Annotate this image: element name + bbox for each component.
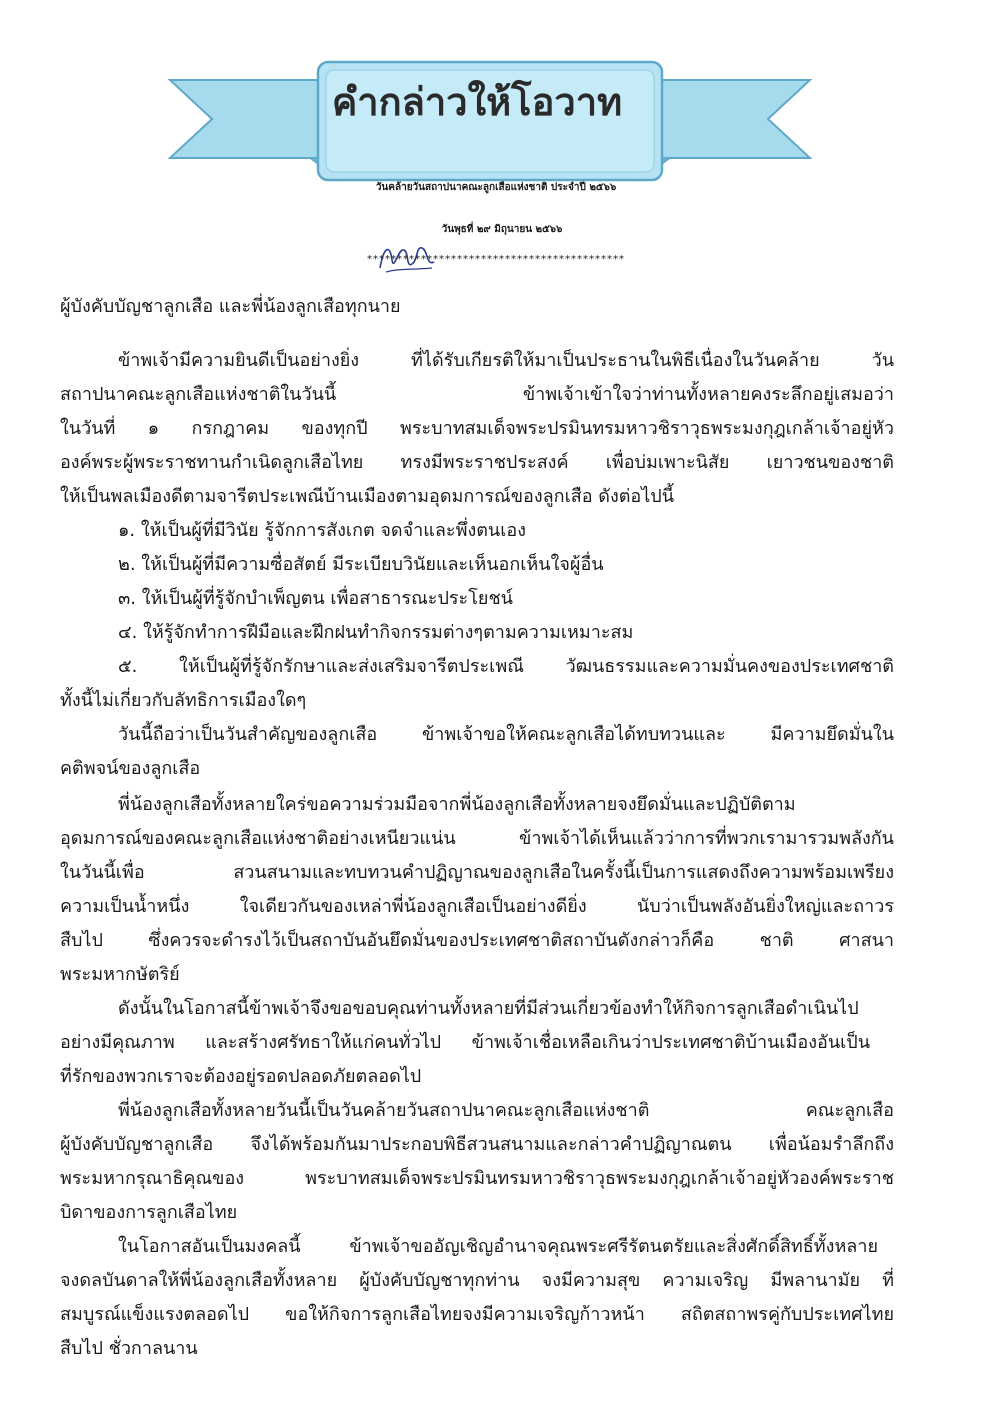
body-line: บิดาของการลูกเสือไทย bbox=[60, 1202, 238, 1223]
event-date: วันพุธที่ ๒๙ มิถุนายน ๒๕๖๖ bbox=[441, 224, 563, 235]
body-line: ข้าพเจ้ามีความยินดีเป็นอย่างยิ่ง ที่ได้รับเกียรติให้มาเป็นประธานในพิธีเนื่องในวันคล้าย วัน bbox=[118, 350, 894, 371]
body-line: ทั้งนี้ไม่เกี่ยวกับลัทธิการเมืองใดๆ bbox=[60, 690, 307, 711]
body-line: คติพจน์ของลูกเสือ bbox=[60, 758, 201, 779]
body-line: ที่รักของพวกเราจะต้องอยู่รอดปลอดภัยตลอดไป bbox=[60, 1066, 422, 1087]
body-line: ผู้บังคับบัญชาลูกเสือ จึงได้พร้อมกันมาประกอบพิธีสวนสนามและกล่าวคำปฏิญาณตน เพื่อน้อมรำลึกถึง bbox=[60, 1134, 894, 1155]
body-line: อุดมการณ์ของคณะลูกเสือแห่งชาติอย่างเหนียวแน่น ข้าพเจ้าได้เห็นแล้วว่าการที่พวกเรามารวมพลังกัน bbox=[60, 828, 894, 849]
body-line: สืบไป ซึ่งควรจะดำรงไว้เป็นสถาบันอันยึดมั่นของประเทศชาติสถาบันดังกล่าวก็คือ ชาติ ศาสนา bbox=[60, 930, 894, 951]
body-line: ความเป็นน้ำหนึ่ง ใจเดียวกันของเหล่าพี่น้องลูกเสือเป็นอย่างดียิ่ง นับว่าเป็นพลังอันยิ่งใหญ่และถาวร bbox=[60, 896, 894, 917]
body-line: สมบูรณ์แข็งแรงตลอดไป ขอให้กิจการลูกเสือไทยจงมีความเจริญก้าวหน้า สถิตสถาพรคู่กับประเทศไทย bbox=[60, 1304, 894, 1325]
list-item: ๒. ให้เป็นผู้ที่มีความซื่อสัตย์ มีระเบียบวินัยและเห็นอกเห็นใจผู้อื่น bbox=[118, 554, 604, 575]
list-item: ๔. ให้รู้จักทำการฝีมือและฝึกฝนทำกิจกรรมต่างๆตามความเหมาะสม bbox=[118, 622, 634, 643]
body-line: ในโอกาสอันเป็นมงคลนี้ ข้าพเจ้าขออัญเชิญอำนาจคุณพระศรีรัตนตรัยและสิ่งศักดิ์สิทธิ์ทั้งหลาย bbox=[118, 1236, 878, 1257]
page-title: คำกล่าวให้โอวาท bbox=[331, 80, 623, 124]
greeting: ผู้บังคับบัญชาลูกเสือ และพี่น้องลูกเสือทุกนาย bbox=[60, 296, 401, 317]
body-line: พระมหากรุณาธิคุณของ พระบาทสมเด็จพระปรมินทรมหาวชิราวุธพระมงกุฎเกล้าเจ้าอยู่หัวองค์พระราช bbox=[60, 1168, 894, 1189]
body-line: จงดลบันดาลให้พี่น้องลูกเสือทั้งหลาย ผู้บังคับบัญชาทุกท่าน จงมีความสุข ความเจริญ มีพลานามัย ที่ bbox=[60, 1270, 894, 1291]
body-line: ในวันที่ ๑ กรกฎาคม ของทุกปี พระบาทสมเด็จพระปรมินทรมหาวชิราวุธพระมงกุฎเกล้าเจ้าอยู่หัว bbox=[60, 418, 894, 439]
body-line: วันนี้ถือว่าเป็นวันสำคัญของลูกเสือ ข้าพเจ้าขอให้คณะลูกเสือได้ทบทวนและ มีความยึดมั่นใน bbox=[118, 724, 894, 745]
body-line: องค์พระผู้พระราชทานกำเนิดลูกเสือไทย ทรงมีพระราชประสงค์ เพื่อบ่มเพาะนิสัย เยาวชนของชาติ bbox=[60, 452, 894, 473]
body-line: พี่น้องลูกเสือทั้งหลายวันนี้เป็นวันคล้ายวันสถาปนาคณะลูกเสือแห่งชาติ คณะลูกเสือ bbox=[118, 1100, 894, 1121]
body-line: พระมหากษัตริย์ bbox=[60, 964, 180, 985]
list-item: ๑. ให้เป็นผู้ที่มีวินัย รู้จักการสังเกต จดจำและพึ่งตนเอง bbox=[118, 520, 526, 541]
body-line: ในวันนี้เพื่อ สวนสนามและทบทวนคำปฏิญาณของลูกเสือในครั้งนี้เป็นการแสดงถึงความพร้อมเพรียง bbox=[60, 862, 894, 883]
body-line: สถาปนาคณะลูกเสือแห่งชาติในวันนี้ ข้าพเจ้าเข้าใจว่าท่านทั้งหลายคงระลึกอยู่เสมอว่า bbox=[60, 384, 894, 405]
body-line: ให้เป็นพลเมืองดีตามจารีตประเพณีบ้านเมืองตามอุดมการณ์ของลูกเสือ ดังต่อไปนี้ bbox=[60, 486, 675, 507]
body-line: สืบไป ชั่วกาลนาน bbox=[60, 1338, 198, 1359]
list-item: ๕. ให้เป็นผู้ที่รู้จักรักษาและส่งเสริมจารีตประเพณี วัฒนธรรมและความมั่นคงของประเทศชาติ bbox=[118, 656, 894, 677]
separator-line: ******************************************* bbox=[367, 254, 625, 265]
body-line: อย่างมีคุณภาพ และสร้างศรัทธาให้แก่คนทั่วไป ข้าพเจ้าเชื่อเหลือเกินว่าประเทศชาติบ้านเมืองอันเป็น bbox=[60, 1032, 870, 1053]
event-title: วันคล้ายวันสถาปนาคณะลูกเสือแห่งชาติ ประจำปี ๒๕๖๖ bbox=[375, 182, 617, 193]
list-item: ๓. ให้เป็นผู้ที่รู้จักบำเพ็ญตน เพื่อสาธารณะประโยชน์ bbox=[118, 588, 513, 609]
body-line: ดังนั้นในโอกาสนี้ข้าพเจ้าจึงขอขอบคุณท่านทั้งหลายที่มีส่วนเกี่ยวข้องทำให้กิจการลูกเสือดำเนินไป bbox=[118, 998, 859, 1019]
body-line: พี่น้องลูกเสือทั้งหลายใคร่ขอความร่วมมือจากพี่น้องลูกเสือทั้งหลายจงยึดมั่นและปฏิบัติตาม bbox=[118, 794, 796, 815]
